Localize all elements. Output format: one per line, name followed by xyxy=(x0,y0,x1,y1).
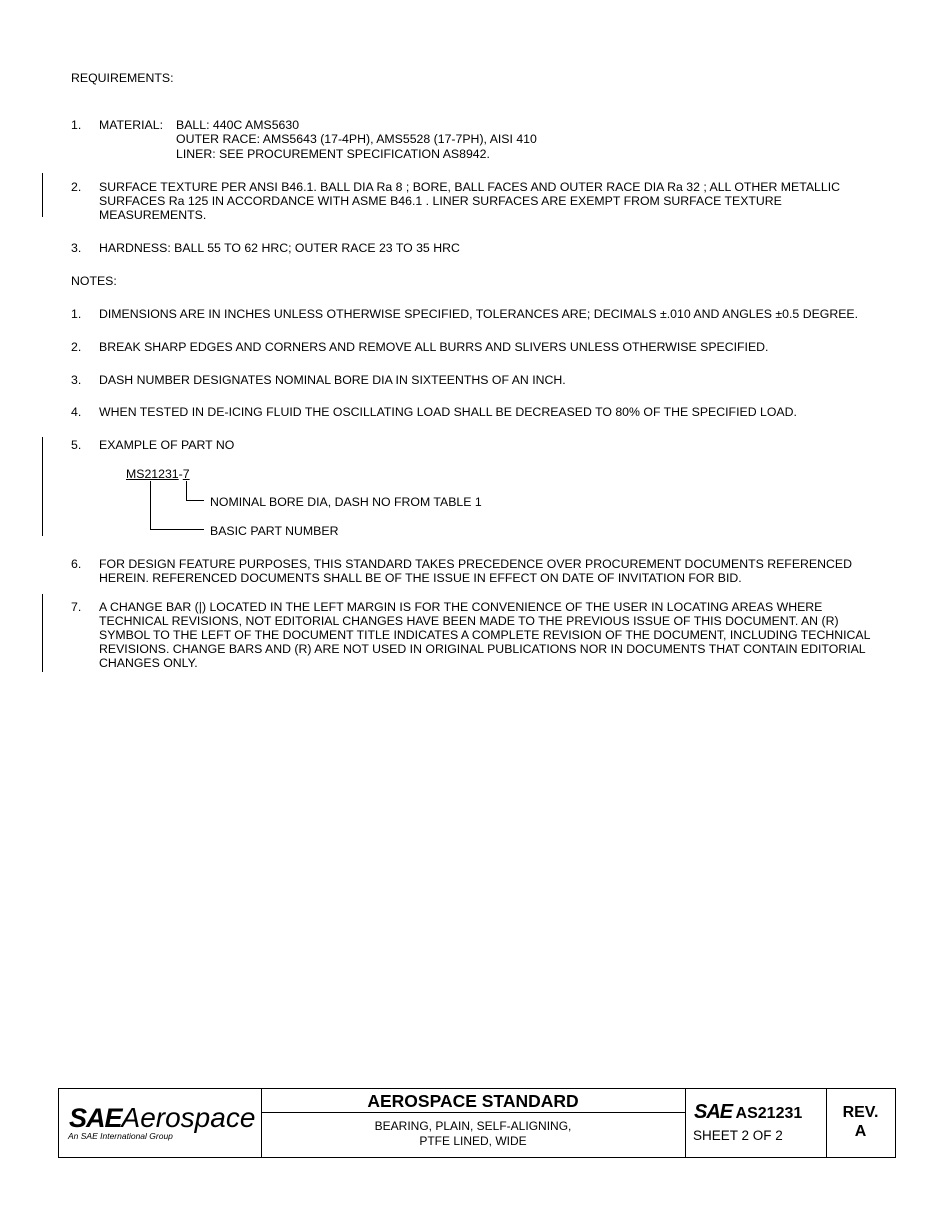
basic-part-number-label: BASIC PART NUMBER xyxy=(210,524,339,538)
sheet-number: SHEET 2 OF 2 xyxy=(693,1128,783,1143)
note-text: BREAK SHARP EDGES AND CORNERS AND REMOVE ALL BURRS AND SLIVERS UNLESS OTHERWISE SPECIFIED. xyxy=(99,340,769,354)
material-line: LINER: SEE PROCUREMENT SPECIFICATION AS8942. xyxy=(176,147,490,161)
text-line: CHANGES ONLY. xyxy=(99,656,198,670)
text-line: MEASUREMENTS. xyxy=(99,208,207,222)
material-label: MATERIAL: xyxy=(99,118,163,132)
part-number-example xyxy=(126,467,190,481)
part-separator: - xyxy=(178,467,183,481)
item-number: 3. xyxy=(71,241,82,255)
title-line: BEARING, PLAIN, SELF-ALIGNING, xyxy=(374,1119,572,1133)
requirements-heading: REQUIREMENTS: xyxy=(71,71,174,85)
item-number: 1. xyxy=(71,307,82,321)
item-number: 6. xyxy=(71,557,82,571)
change-bar xyxy=(42,173,43,217)
leader-line xyxy=(186,481,187,501)
change-bar xyxy=(42,594,43,672)
note-text: DIMENSIONS ARE IN INCHES UNLESS OTHERWISE SPECIFIED, TOLERANCES ARE; DECIMALS ±.010 AND ANGLES ±0.5 DEGREE. xyxy=(99,307,859,321)
item-number: 1. xyxy=(71,118,82,132)
part-base-number: MS21231 xyxy=(126,467,179,481)
title-line: PTFE LINED, WIDE xyxy=(419,1134,527,1148)
item-number: 2. xyxy=(71,340,82,354)
text-line: TECHNICAL REVISIONS, NOT EDITORIAL CHANGES HAVE BEEN MADE TO THE PREVIOUS ISSUE OF THIS DOCUMENT. AN (R) xyxy=(99,614,839,628)
dash-number-label: NOMINAL BORE DIA, DASH NO FROM TABLE 1 xyxy=(210,495,482,509)
title-block xyxy=(58,1088,896,1158)
note-text xyxy=(99,600,899,670)
part-dash-number: 7 xyxy=(182,467,190,481)
title-area xyxy=(261,1089,686,1157)
requirement-text: HARDNESS: BALL 55 TO 62 HRC; OUTER RACE 23 TO 35 HRC xyxy=(99,241,460,255)
item-number: 5. xyxy=(71,438,82,452)
standard-type: AEROSPACE STANDARD xyxy=(261,1089,685,1113)
text-line: FOR DESIGN FEATURE PURPOSES, THIS STANDARD TAKES PRECEDENCE OVER PROCUREMENT DOCUMENTS REFERENCED xyxy=(99,557,852,571)
text-line: REVISIONS. CHANGE BARS AND (R) ARE NOT USED IN ORIGINAL PUBLICATIONS NOR IN DOCUMENTS THAT CONTAIN EDITORIAL xyxy=(99,642,866,656)
text-line: SURFACE TEXTURE PER ANSI B46.1. BALL DIA Ra 8 ; BORE, BALL FACES AND OUTER RACE DIA Ra 32 ; ALL OTHER METALLIC xyxy=(99,180,841,194)
document-number: AS21231 xyxy=(735,1105,803,1122)
note-text: WHEN TESTED IN DE-ICING FLUID THE OSCILLATING LOAD SHALL BE DECREASED TO 80% OF THE SPECIFIED LOAD. xyxy=(99,405,797,419)
note-text: DASH NUMBER DESIGNATES NOMINAL BORE DIA IN SIXTEENTHS OF AN INCH. xyxy=(99,373,566,387)
text-line: SURFACES Ra 125 IN ACCORDANCE WITH ASME B46.1 . LINER SURFACES ARE EXEMPT FROM SURFACE TEXTURE xyxy=(99,194,782,208)
material-line: OUTER RACE: AMS5643 (17-4PH), AMS5528 (17-7PH), AISI 410 xyxy=(176,132,537,146)
item-number: 3. xyxy=(71,373,82,387)
leader-line xyxy=(150,529,204,530)
sae-aerospace-logo xyxy=(59,1089,262,1157)
logo-sae-text: SAE xyxy=(69,1103,122,1133)
document-title xyxy=(261,1119,685,1149)
document-number-area xyxy=(685,1089,827,1157)
revision-label: REV. xyxy=(842,1104,879,1121)
note-text: EXAMPLE OF PART NO xyxy=(99,438,235,452)
material-line: BALL: 440C AMS5630 xyxy=(176,118,300,132)
leader-line xyxy=(186,500,204,501)
item-number: 2. xyxy=(71,180,82,194)
text-line: HEREIN. REFERENCED DOCUMENTS SHALL BE OF THE ISSUE IN EFFECT ON DATE OF INVITATION FOR BID. xyxy=(99,571,742,585)
revision-area xyxy=(826,1089,895,1157)
doc-sae-logo: SAE xyxy=(694,1101,733,1123)
requirement-text xyxy=(99,180,899,222)
text-line: A CHANGE BAR (|) LOCATED IN THE LEFT MARGIN IS FOR THE CONVENIENCE OF THE USER IN LOCATING AREAS WHERE xyxy=(99,600,823,614)
leader-line xyxy=(150,481,151,530)
change-bar xyxy=(42,437,43,536)
item-number: 4. xyxy=(71,405,82,419)
logo-tagline: An SAE International Group xyxy=(68,1131,173,1141)
item-number: 7. xyxy=(71,600,82,614)
note-text xyxy=(99,557,899,585)
text-line: SYMBOL TO THE LEFT OF THE DOCUMENT TITLE INDICATES A COMPLETE REVISION OF THE DOCUMENT, INCLUDING TECHNICAL xyxy=(99,628,871,642)
revision-value: A xyxy=(854,1123,867,1140)
notes-heading: NOTES: xyxy=(71,274,117,288)
logo-aerospace-text: Aerospace xyxy=(121,1102,256,1133)
